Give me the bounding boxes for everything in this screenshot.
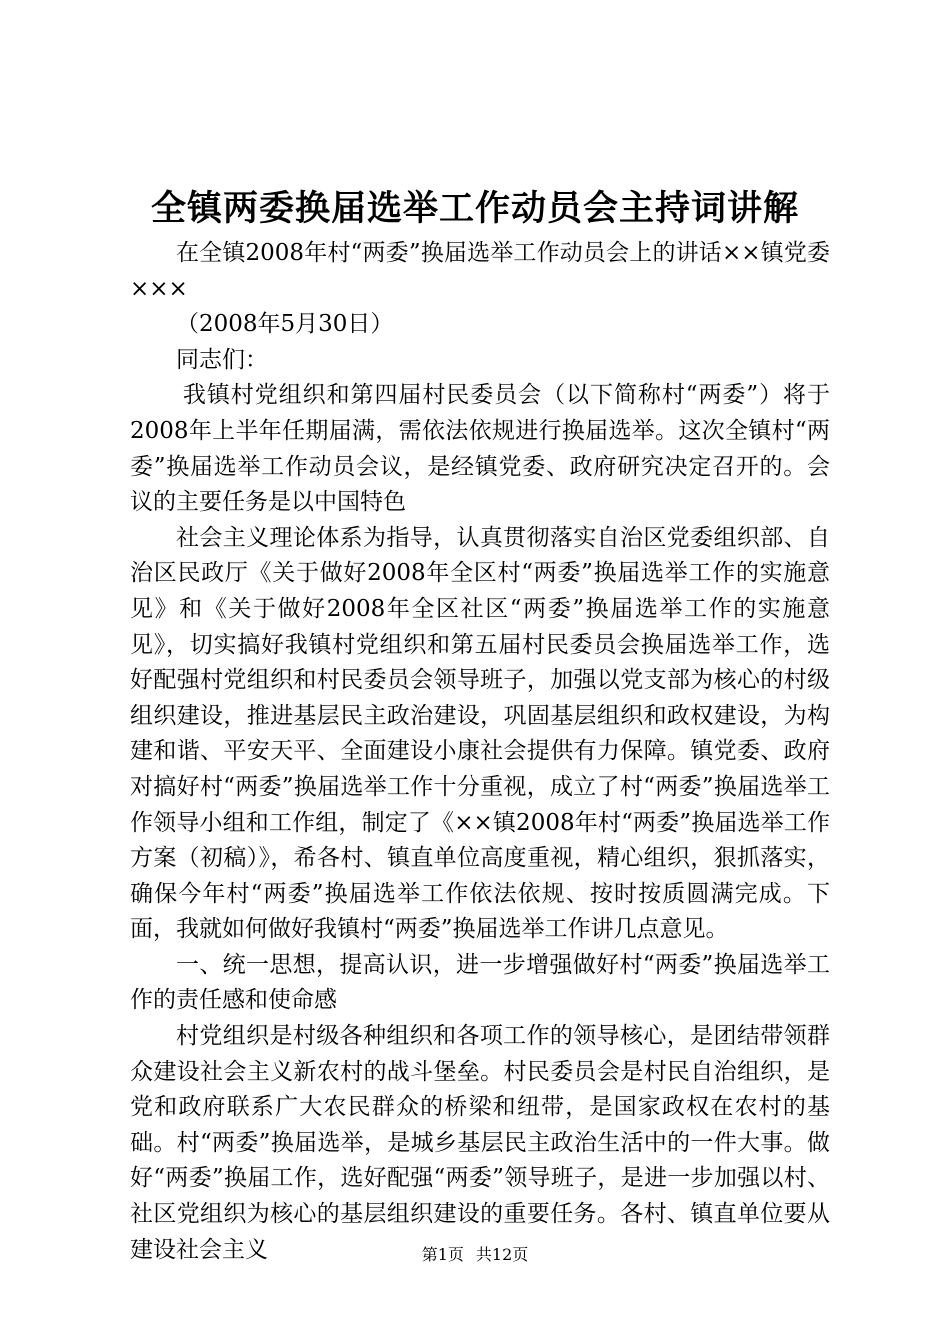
section-heading: 一、统一思想，提高认识，进一步增强做好村“两委”换届选举工作的责任感和使命感 — [130, 951, 830, 1014]
paragraph-speech-heading: 在全镇2008年村“两委”换届选举工作动员会上的讲话××镇党委××× — [130, 240, 830, 302]
document-body — [130, 236, 830, 1268]
paragraph-salutation: 同志们： — [176, 346, 268, 373]
page-number-current: 第1页 — [421, 1245, 464, 1264]
paragraph: 村党组织是村级各种组织和各项工作的领导核心，是团结带领群众建设社会主义新农村的战斗堡垒。村民委员会是村民自治组织，是党和政府联系广大农民群众的桥梁和纽带，是国家政权在农村的基础。村“两委”换届选举，是城乡基层民主政治生活中的一件大事。做好“两委”换届工作，选好配强“两委”领导班子，是进一步加强以村、社区党组织为核心的基层组织建设的重要任务。各村、镇直单位要从建设社会主义 — [130, 1023, 830, 1263]
document-title: 全镇两委换届选举工作动员会主持词讲解 — [150, 188, 799, 229]
paragraph: 社会主义理论体系为指导，认真贯彻落实自治区党委组织部、自治区民政厅《关于做好2008年全区村“两委”换届选举工作的实施意见》和《关于做好2008年全区社区“两委”换届选举工作的实施意见》，切实搞好我镇村党组织和第五届村民委员会换届选举工作，选好配强村党组织和村民委员会领导班子，加强以党支部为核心的村级组织建设，推进基层民主政治建设，巩固基层组织和政权建设，为构建和谐、平安天平、全面建设小康社会提供有力保障。镇党委、政府对搞好村“两委”换届选举工作十分重视，成立了村“两委”换届选举工作领导小组和工作组，制定了《××镇2008年村“两委”换届选举工作方案（初稿）》，希各村、镇直单位高度重视，精心组织，狠抓落实，确保今年村“两委”换届选举工作依法依规、按时按质圆满完成。下面，我就如何做好我镇村“两委”换届选举工作讲几点意见。 — [130, 524, 830, 943]
page-number-total: 共12页 — [475, 1245, 529, 1264]
paragraph-date: （2008年5月30日） — [176, 311, 394, 338]
page-footer — [0, 1244, 950, 1266]
paragraph: 我镇村党组织和第四届村民委员会（以下简称村“两委”）将于2008年上半年任期届满，需依法依规进行换届选举。这次全镇村“两委”换届选举工作动员会议，是经镇党委、政府研究决定召开的。会议的主要任务是以中国特色 — [130, 382, 830, 516]
